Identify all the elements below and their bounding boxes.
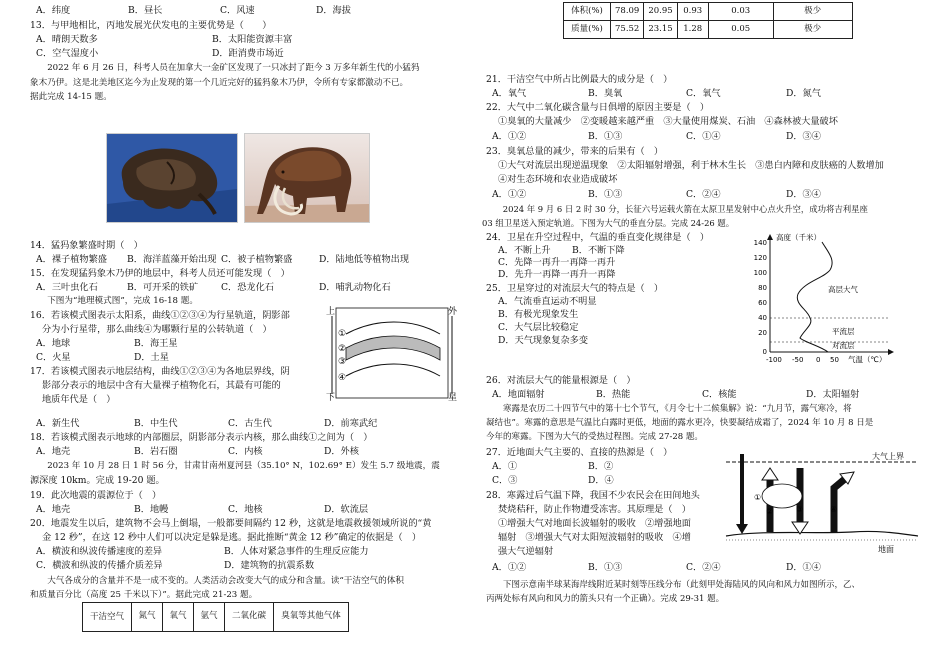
option: B．不断下降: [572, 245, 625, 256]
q18-options: [36, 446, 359, 458]
option: C．空气湿度小: [36, 48, 99, 59]
question-19: 19．此次地震的震源位于（ ）: [30, 490, 162, 501]
table-cell: 75.52: [611, 21, 644, 39]
question-21: 21．干洁空气中所占比例最大的成分是（ ）: [486, 74, 673, 85]
option: D．前寒武纪: [324, 418, 378, 429]
table-cell: 氮气: [132, 603, 163, 632]
question-20: 20．地震发生以后，建筑物不会马上倒塌，一般都要间隔约 12 秒，这就是地震救援领域所说的“黄: [30, 518, 432, 529]
question-27: 27．近地面大气主要的、直接的热源是（ ）: [486, 447, 673, 458]
intro-19-line2: 源深度 10km。完成 19-20 题。: [30, 475, 165, 486]
option: C．氧气: [686, 88, 721, 99]
table-cell: 78.09: [611, 3, 644, 21]
option: C．②④: [686, 562, 721, 573]
label-up: 上: [326, 307, 336, 317]
question-28: 28．寒露过后气温下降，我国不少农民会在田间地头: [486, 490, 700, 501]
option: D．哺乳动物化石: [319, 282, 391, 293]
q13-options-1: [36, 34, 292, 46]
option: C．核能: [702, 389, 737, 400]
option: B．有极光现象发生: [498, 309, 579, 320]
toa-label: 大气上界: [872, 452, 904, 461]
option: A．气流垂直运动不明显: [498, 296, 597, 307]
option: C．火星: [36, 352, 71, 363]
option: D．④: [588, 475, 614, 486]
question-26: 26．对流层大气的能量根源是（ ）: [486, 375, 636, 386]
question-24: 24．卫星在升空过程中，气温的垂直变化规律是（ ）: [486, 232, 710, 243]
option: D．建筑物的抗震系数: [224, 560, 315, 571]
x-ticks: [766, 356, 839, 364]
question-13: 13．与甲地相比，丙地发展光伏发电的主要优势是（ ）: [30, 20, 272, 31]
option: B．中生代: [134, 418, 178, 429]
y-ticks: [754, 239, 767, 356]
question-17: 17．若该模式图表示地层结构，曲线①②③④为各地层界线，阴: [30, 366, 290, 377]
option: C．大气层比较稳定: [498, 322, 579, 333]
table-row: [564, 21, 853, 39]
q26-options: [492, 389, 859, 401]
table-cell: 0.05: [708, 21, 773, 39]
question-17-line3: 地质年代是（ ）: [42, 394, 116, 405]
table-cell: 0.03: [708, 3, 773, 21]
option: D．外核: [324, 446, 359, 457]
q16-options-1: [36, 338, 178, 350]
question-15: 15．在发现猛犸象木乃伊的地层中，科考人员还可能发现（ ）: [30, 268, 290, 279]
option: C．被子植物繁盛: [221, 254, 293, 265]
q22-statements: ①臭氧的大量减少 ②变暖越来越严重 ③大量使用煤炭、石油 ④森林被大量破坏: [498, 116, 838, 127]
intro-21-line2: 和质量百分比（高度 25 千米以下）”。据此完成 21-23 题。: [30, 590, 258, 600]
intro-27-line2: 凝结也”。寒露的意思是气温比白露时更低，地面的露水更冷，快要凝结成霜了，2024 年 10 月 8 日是: [486, 418, 874, 428]
arrow-1-label: ①: [754, 493, 762, 502]
option: A．地面辐射: [492, 389, 545, 400]
intro-24-line2: 03 组卫星送入预定轨道。下图为大气的垂直分层。完成 24-26 题。: [482, 218, 735, 228]
question-16-line2: 分为小行星带，那么曲线④为哪颗行星的公转轨道（ ）: [42, 324, 272, 335]
y-tick: 140: [753, 239, 767, 247]
option: A．①②: [492, 131, 527, 142]
ground-label: 地面: [878, 545, 894, 554]
arrow-3-label: ③: [796, 505, 804, 514]
option: A．裸子植物繁盛: [36, 254, 107, 265]
table-cell: 二氧化碳: [225, 603, 274, 632]
q22-options: [492, 131, 821, 143]
option: B．热能: [596, 389, 631, 400]
q24-options-1: [498, 245, 625, 257]
y-axis-label: 高度（千米）: [776, 233, 821, 242]
layer-upper-atmosphere: 高层大气: [828, 285, 858, 294]
heating-process-figure: [722, 448, 922, 558]
q23-options: [492, 189, 821, 201]
table-cell: 氩气: [194, 603, 225, 632]
question-20-line2: 金 12 秒”，在这 12 秒中人们可以决定是躲是逃。据此推断“黄金 12 秒”确定的依据是（ ）: [42, 532, 422, 543]
table-cell: 23.15: [644, 21, 677, 39]
label-outer: 外: [448, 307, 458, 317]
q28-statements-line2: 辐射 ③增强大气对太阳短波辐射的吸收 ④增: [498, 532, 691, 543]
option: C．地核: [228, 504, 263, 515]
q14-options: [36, 254, 409, 266]
intro-19: 2023 年 10 月 28 日 1 时 56 分，甘肃甘南州夏河县（35.10° N，102.69° E）发生 5.7 级地震，震: [47, 461, 440, 471]
option: C．先降一再升一再降一再升: [498, 257, 616, 268]
q16-options-2: [36, 352, 169, 364]
q20-options-2: [36, 560, 314, 572]
intro-27-line3: 今年的寒露。下图为大气的受热过程图。完成 27-28 题。: [486, 432, 703, 442]
table-cell: 质量(%): [564, 21, 611, 39]
option: A．地壳: [36, 504, 71, 515]
option: B．臭氧: [588, 88, 623, 99]
intro-14: 2022 年 6 月 26 日，科考人员在加拿大一金矿区发现了一只冰封了距今 3 万多年新生代的小猛犸: [47, 63, 420, 73]
x-axis-label: 气温（℃）: [848, 355, 887, 364]
option: A．横波和纵波传播速度的差异: [36, 546, 163, 557]
option: A．三叶虫化石: [36, 282, 98, 293]
curve-1-label: ①: [338, 329, 347, 339]
table-cell: 臭氧等其他气体: [274, 603, 349, 632]
question-22: 22．大气中二氧化碳含量与日俱增的原因主要是（ ）: [486, 102, 710, 113]
question-23: 23．臭氧总量的减少，带来的后果有（ ）: [486, 146, 664, 157]
y-tick: 60: [758, 299, 767, 307]
air-table-body: [563, 2, 853, 39]
option: D．土星: [134, 352, 169, 363]
q20-options-1: [36, 546, 369, 558]
option: B．岩石圈: [134, 446, 178, 457]
mammoth-mummy-photo: [106, 133, 238, 223]
x-tick: 50: [830, 356, 839, 364]
option: D．软流层: [324, 504, 369, 515]
question-14: 14．猛犸象繁盛时期（ ）: [30, 240, 143, 251]
q28-statements-line3: 强大气逆辐射: [498, 546, 554, 557]
label-star: 星: [448, 393, 458, 403]
option: A．不断上升: [498, 245, 551, 256]
table-row: [564, 3, 853, 21]
q28-options: [492, 562, 821, 574]
option: A．新生代: [36, 418, 80, 429]
intro-29-line2: 丙两处标有风向和风力的箭头只有一个正确）。完成 29-31 题。: [486, 594, 725, 604]
q27-options-2: [492, 475, 614, 487]
option: C．②④: [686, 189, 721, 200]
table-cell: 极少: [773, 21, 852, 39]
table-cell: 20.95: [644, 3, 677, 21]
y-tick: 100: [753, 269, 767, 277]
x-tick: -100: [766, 356, 782, 364]
y-tick: 40: [758, 314, 767, 322]
option: D．陆地低等植物出现: [319, 254, 410, 265]
q15-options: [36, 282, 391, 294]
mammoth-illustration: [244, 133, 370, 223]
q23-statements-line2: ④对生态环境和农业造成破坏: [498, 174, 618, 185]
atmosphere-layers-figure: [740, 230, 916, 370]
question-17-line2: 影部分表示的地层中含有大量裸子植物化石，其最有可能的: [42, 380, 281, 391]
intro-21: 大气各成分的含量并不是一成不变的。人类活动会改变大气的成分和含量。读“干洁空气的体积: [47, 576, 404, 586]
intro-27: 寒露是农历二十四节气中的第十七个节气，《月令七十二候集解》说：“九月节，露气寒冷，将: [503, 404, 852, 414]
option: A．①②: [492, 562, 527, 573]
option: C．恐龙化石: [221, 282, 274, 293]
intro-24: 2024 年 9 月 6 日 2 时 30 分，长征六号运载火箭在太原卫星发射中心点火升空，成功将吉利星座: [502, 204, 868, 214]
option: A．①②: [492, 189, 527, 200]
y-tick: 80: [758, 284, 767, 292]
q17-options: [36, 418, 377, 430]
layer-troposphere: 对流层: [832, 341, 855, 350]
layer-stratosphere: 平流层: [832, 327, 855, 336]
table-cell: 0.93: [677, 3, 708, 21]
q12-options: [36, 5, 351, 17]
geo-model-figure: [316, 304, 460, 404]
curve-2-label: ②: [338, 344, 347, 354]
option: D．③④: [786, 131, 821, 142]
option: C．①④: [686, 131, 721, 142]
intro-14-line2: 象木乃伊。这是北美地区迄今为止发现的第一个几近完好的猛犸象木乃伊，令所有专家都激动不已。: [30, 78, 409, 88]
intro-29: 下图示意南半球某海岸线附近某时刻等压线分布（此刻甲处海陆风的风向和风力如图所示，乙、: [503, 580, 861, 590]
option: C．内核: [228, 446, 263, 457]
arrow-4-label: ④: [830, 505, 838, 514]
q28-statements: ①增强大气对地面长波辐射的吸收 ②增强地面: [498, 518, 691, 529]
option: A．地壳: [36, 446, 71, 457]
option: A．纬度: [36, 5, 71, 16]
option: C．横波和纵波的传播介质差异: [36, 560, 163, 571]
option: B．海王星: [134, 338, 178, 349]
y-tick: 20: [758, 329, 767, 337]
option: B．①③: [588, 189, 623, 200]
y-tick: 120: [753, 254, 767, 262]
option: B．昼长: [128, 5, 163, 16]
option: B．地幔: [134, 504, 169, 515]
option: A．晴朗天数多: [36, 34, 98, 45]
x-tick: 0: [816, 356, 821, 364]
option: B．①③: [588, 562, 623, 573]
q27-options-1: [492, 461, 613, 473]
table-cell: 干洁空气: [83, 603, 132, 632]
option: B．②: [588, 461, 614, 472]
table-cell: 氧气: [163, 603, 194, 632]
curve-3-label: ③: [338, 357, 347, 367]
table-cell: 极少: [773, 3, 852, 21]
option: D．天气现象复杂多变: [498, 335, 589, 346]
option: A．氧气: [492, 88, 527, 99]
option: A．①: [492, 461, 518, 472]
intro-16: 下图为“地理模式图”，完成 16-18 题。: [47, 296, 198, 306]
option: D．海拔: [316, 5, 351, 16]
arrow-2-label: ②: [766, 507, 774, 516]
option: B．太阳能资源丰富: [212, 34, 293, 45]
option: D．距消费市场近: [212, 48, 284, 59]
option: C．古生代: [228, 418, 272, 429]
option: B．人体对紧急事件的生理反应能力: [224, 546, 369, 557]
question-18: 18．若该模式图表示地球的内部圈层，阴影部分表示内核，那么曲线①之间为（ ）: [30, 432, 373, 443]
option: A．地球: [36, 338, 71, 349]
table-cell: 1.28: [677, 21, 708, 39]
q23-statements: ①大气对流层出现逆温现象 ②太阳辐射增强，利于林木生长 ③患白内障和皮肤癌的人数增加: [498, 160, 884, 171]
option: D．先升一再降一再升一再降: [498, 269, 616, 280]
curve-4-label: ④: [338, 373, 347, 383]
option: C．③: [492, 475, 518, 486]
intro-14-line3: 据此完成 14-15 题。: [30, 92, 112, 102]
option: D．③④: [786, 189, 821, 200]
q13-options-2: [36, 48, 284, 60]
y-tick: 0: [762, 348, 767, 356]
option: B．①③: [588, 131, 623, 142]
question-25: 25．卫星穿过的对流层大气的特点是（ ）: [486, 283, 664, 294]
option: D．①④: [786, 562, 821, 573]
question-16: 16．若该模式图表示太阳系，曲线①②③④为行星轨道，阴影部: [30, 310, 290, 321]
q19-options: [36, 504, 368, 516]
table-cell: 体积(%): [564, 3, 611, 21]
option: B．可开采的铁矿: [127, 282, 199, 293]
air-table-head: [82, 602, 349, 632]
label-down: 下: [326, 393, 336, 403]
q21-options: [492, 88, 821, 100]
question-28-line2: 焚烧秸秆，防止作物遭受冻害。其原理是（ ）: [498, 504, 691, 515]
option: D．氮气: [786, 88, 821, 99]
x-tick: -50: [792, 356, 804, 364]
option: D．太阳辐射: [806, 389, 860, 400]
option: B．海洋蓝藻开始出现: [127, 254, 217, 265]
option: C．风速: [220, 5, 255, 16]
